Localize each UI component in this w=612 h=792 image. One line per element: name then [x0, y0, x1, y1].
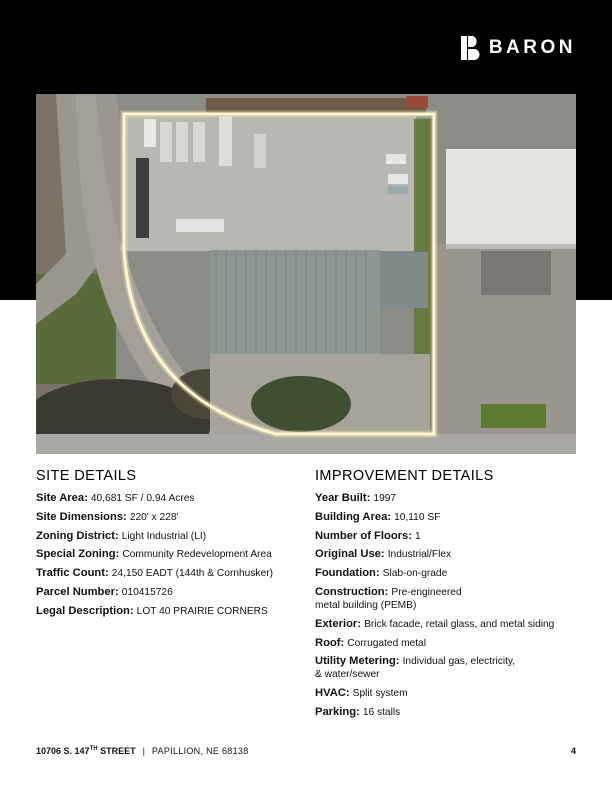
footer-city: PAPILLION, NE 68138 [151, 746, 249, 756]
row-value: Light Industrial (LI) [121, 530, 207, 542]
row-label: Parking: [315, 705, 360, 718]
row-value: 10,110 SF [394, 511, 441, 523]
hvac-row [315, 687, 585, 700]
foundation-row [315, 567, 585, 580]
footer-separator: | [142, 746, 145, 756]
row-value: Corrugated metal [347, 637, 426, 649]
site-dimensions-row [36, 511, 306, 524]
special-zoning-row [36, 548, 306, 561]
traffic-count-row [36, 567, 306, 580]
baron-logo [461, 36, 576, 60]
row-label: Site Dimensions: [36, 510, 127, 523]
row-label: HVAC: [315, 687, 350, 700]
row-value: Individual gas, electricity, [402, 656, 516, 668]
roof-row [315, 637, 585, 650]
footer-street [36, 746, 136, 756]
row-label: Legal Description: [36, 604, 134, 617]
site-details-section [36, 467, 306, 624]
row-value: 1997 [373, 493, 397, 504]
row-label: Utility Metering: [315, 655, 400, 668]
aerial-site-photo [36, 94, 576, 454]
row-value: Slab-on-grade [382, 568, 448, 580]
row-label: Site Area: [36, 492, 88, 504]
row-value: 220' x 228' [129, 511, 179, 523]
row-label: Construction: [315, 585, 389, 598]
improvement-details-title: IMPROVEMENT DETAILS [315, 468, 494, 484]
site-details-title: SITE DETAILS [36, 468, 137, 484]
site-area-row [36, 492, 306, 505]
row-label: Exterior: [315, 617, 362, 630]
street-number: 10706 S. 147 [36, 746, 90, 756]
row-value: Industrial/Flex [387, 549, 452, 561]
row-value-line2: metal building (PEMB) [315, 599, 417, 611]
footer-address [36, 746, 249, 756]
improvement-details-section [315, 467, 585, 725]
number-of-floors-row [315, 530, 585, 543]
row-value: 24,150 EADT (144th & Cornhusker) [111, 568, 273, 580]
row-label: Number of Floors: [315, 529, 412, 542]
row-value: 40,681 SF / 0.94 Acres [90, 493, 195, 504]
parking-row [315, 706, 585, 719]
row-value: LOT 40 PRAIRIE CORNERS [136, 605, 268, 617]
year-built-row [315, 492, 585, 505]
row-value: 010415726 [121, 586, 173, 598]
row-label: Foundation: [315, 567, 380, 580]
brand-name: BARON [488, 37, 576, 58]
page-number: 4 [570, 746, 576, 756]
row-value: 16 stalls [362, 706, 401, 718]
street-name: STREET [97, 746, 136, 756]
zoning-district-row [36, 530, 306, 543]
building-area-row [315, 511, 585, 524]
row-label: Special Zoning: [36, 548, 120, 561]
parcel-number-row [36, 586, 306, 599]
row-label: Roof: [315, 636, 345, 649]
row-label: Original Use: [315, 548, 385, 561]
legal-description-row [36, 605, 306, 618]
construction-row [315, 586, 585, 612]
street-suffix: TH [89, 746, 98, 752]
row-value: Community Redevelopment Area [122, 549, 272, 561]
utility-metering-row [315, 655, 585, 681]
row-value: Brick facade, retail glass, and metal siding [364, 618, 555, 630]
row-value: Pre-engineered [391, 586, 462, 598]
baron-logo-icon [461, 36, 481, 60]
row-label: Parcel Number: [36, 585, 119, 598]
row-label: Year Built: [315, 492, 371, 504]
row-label: Traffic Count: [36, 567, 109, 580]
row-label: Zoning District: [36, 529, 119, 542]
original-use-row [315, 548, 585, 561]
row-label: Building Area: [315, 510, 392, 523]
row-value-line2: & water/sewer [315, 669, 380, 681]
row-value: 1 [415, 530, 421, 542]
row-value: Split system [352, 688, 408, 700]
exterior-row [315, 618, 585, 631]
